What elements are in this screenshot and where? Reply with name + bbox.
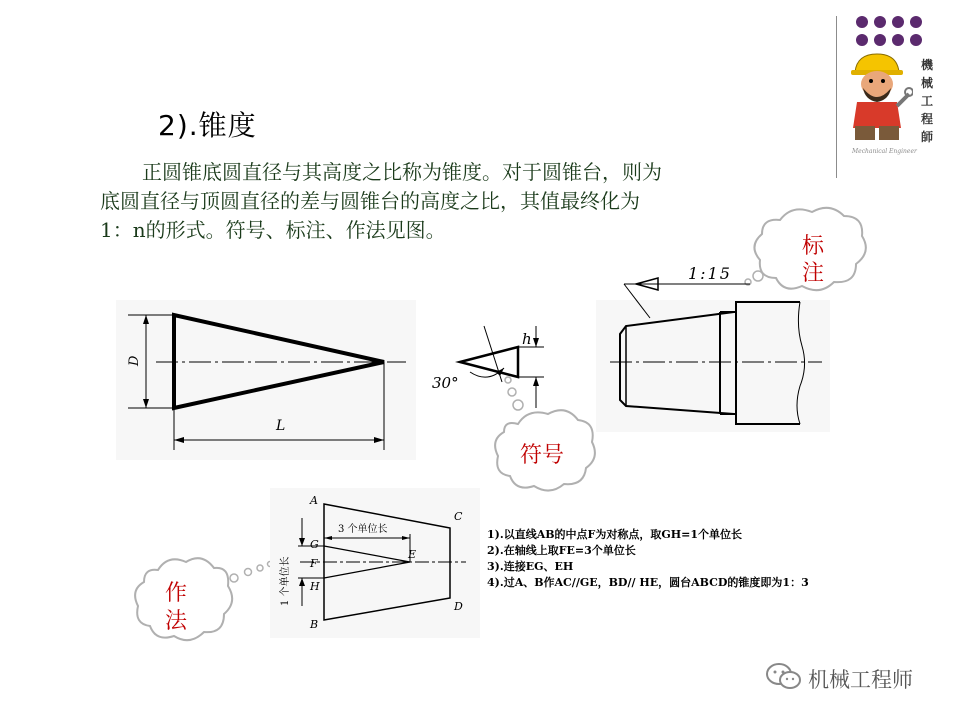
cone-drawing — [116, 300, 416, 460]
logo-dot — [910, 16, 922, 28]
page-title: 2).锥度 — [158, 109, 257, 142]
symbol-cloud-label: 符号 — [520, 443, 565, 468]
taper-annotation-drawing — [596, 256, 830, 432]
point-label-d: D — [454, 600, 463, 613]
construction-steps — [487, 527, 809, 591]
taper-ratio-label: 1:15 — [688, 264, 732, 283]
logo-dot — [856, 34, 868, 46]
point-label-b: B — [310, 618, 319, 631]
step-item: 4).过A、B作AC//GE，BD// HE，圆台ABCD的锥度即为1：3 — [487, 576, 809, 589]
logo-dot — [892, 34, 904, 46]
cone-length-label: L — [276, 418, 286, 434]
paragraph-line: 1：n的形式。符号、标注、作法见图。 — [100, 218, 446, 242]
logo-char: 程 — [921, 112, 934, 126]
paragraph-line: 底圆直径与顶圆直径的差与圆锥台的高度之比，其值最终化为 — [100, 189, 640, 213]
method-cloud — [128, 550, 278, 650]
point-label-f: F — [310, 557, 318, 570]
paragraph-line-text: 正圆锥底圆直径与其高度之比称为锥度。对于圆锥台，则为 — [142, 160, 662, 184]
cone-diameter-label: D — [127, 355, 142, 366]
point-label-h: H — [310, 580, 320, 593]
method-cloud-label: 作 — [165, 581, 188, 606]
paragraph-line — [100, 158, 800, 187]
logo-char: 械 — [921, 76, 934, 90]
step-item: 2).在轴线上取FE=3个单位长 — [487, 544, 636, 557]
point-label-g: G — [310, 538, 319, 551]
point-label-e: E — [408, 548, 417, 561]
logo-dot — [892, 16, 904, 28]
taper-symbol-drawing — [426, 322, 566, 412]
unit-label-horizontal: 3 个单位长 — [338, 524, 388, 535]
point-label-a: A — [310, 494, 318, 507]
unit-label-vertical: 1 个单位长 — [280, 556, 291, 606]
construction-drawing — [270, 488, 480, 638]
step-item: 1).以直线AB的中点F为对称点，取GH=1个单位长 — [487, 528, 742, 541]
logo-dot — [874, 16, 886, 28]
symbol-height-label: h — [522, 330, 532, 348]
logo-dot — [910, 34, 922, 46]
logo-char: 工 — [921, 94, 934, 108]
symbol-angle-label: 30° — [432, 374, 459, 392]
logo-dot — [856, 16, 868, 28]
annotation-cloud-label: 注 — [802, 261, 825, 286]
logo-dot — [874, 34, 886, 46]
intro-paragraph — [100, 158, 800, 245]
logo-char: 機 — [921, 58, 934, 72]
logo-divider — [836, 16, 837, 178]
logo-subtitle: Mechanical Engineer — [852, 148, 917, 155]
step-item: 3).连接EG、EH — [487, 560, 574, 573]
wechat-icon — [764, 662, 804, 692]
logo-char: 師 — [921, 130, 934, 144]
annotation-cloud-label: 标 — [802, 234, 825, 259]
method-cloud-label: 法 — [165, 609, 188, 634]
watermark-text: 机械工程师 — [808, 668, 913, 692]
engineer-mascot-icon — [843, 50, 913, 146]
point-label-c: C — [454, 510, 463, 523]
